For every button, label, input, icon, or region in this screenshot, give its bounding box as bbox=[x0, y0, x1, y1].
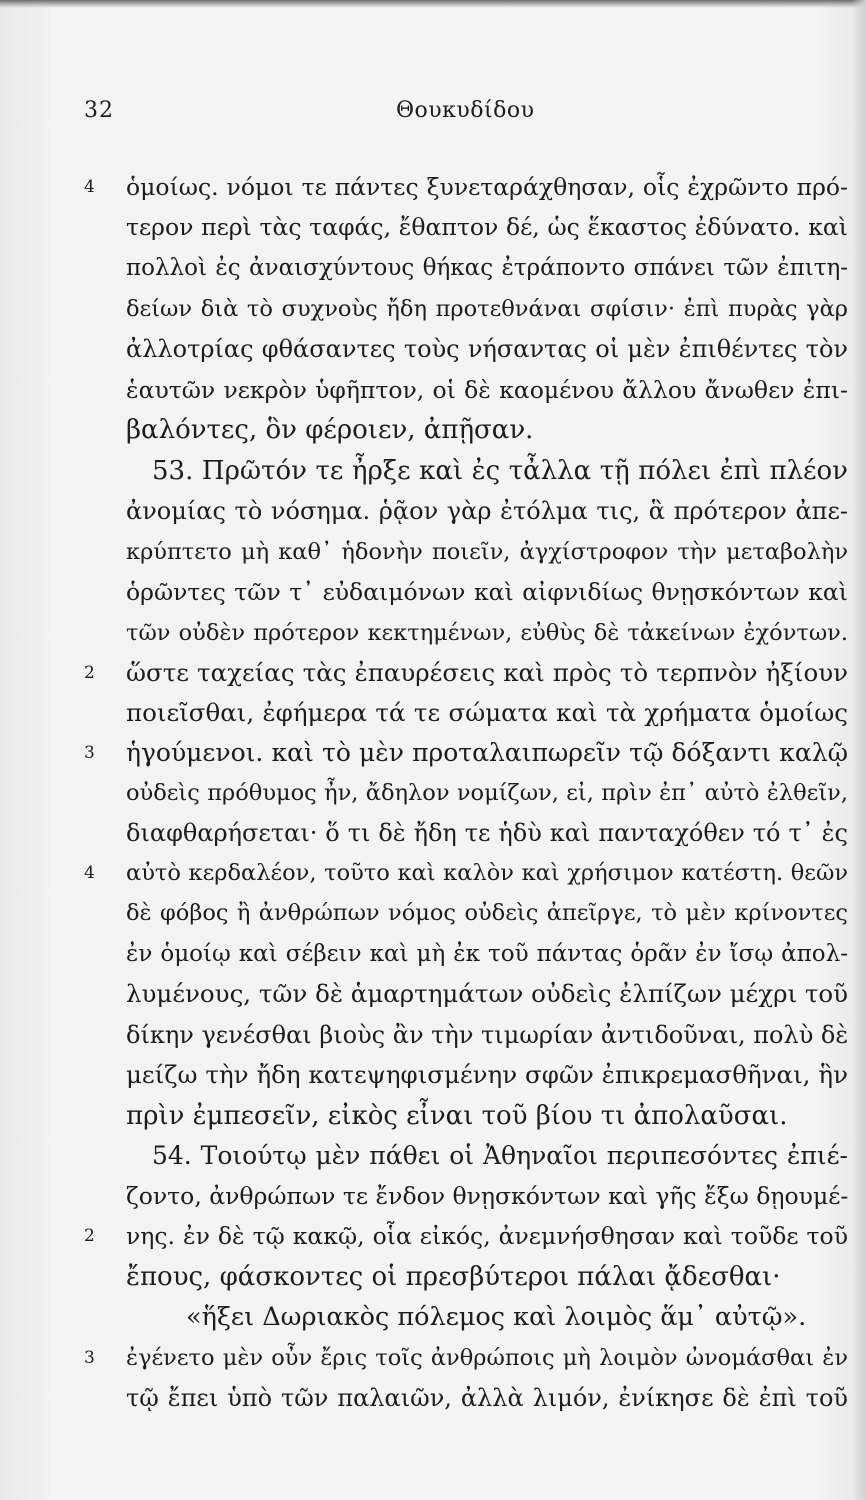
text-line: πρὶν ἐμπεσεῖν, εἰκὸς εἶναι τοῦ βίου τι ἀπολαῦσαι. bbox=[126, 1101, 788, 1131]
text-line: λυμένους, τῶν δὲ ἁμαρτημάτων οὐδεὶς ἐλπίζων μέχρι τοῦ bbox=[126, 979, 849, 1008]
text-line: ὁρῶντες τῶν τ᾽ εὐδαιμόνων καὶ αἰφνιδίως θνῃσκόντων καὶ bbox=[126, 578, 848, 606]
margin-section-number: 4 bbox=[84, 863, 95, 883]
section-heading-line: 53. Πρῶτόν τε ἦρξε καὶ ἐς τἆλλα τῇ πόλει ἐπὶ πλέον bbox=[152, 456, 848, 486]
text-line: δείων διὰ τὸ συχνοὺς ἤδη προτεθνάναι σφίσιν· ἐπὶ πυρὰς γὰρ bbox=[126, 296, 848, 322]
running-title: Θουκυδίδου bbox=[396, 98, 535, 123]
text-line: ὥστε ταχείας τὰς ἐπαυρέσεις καὶ πρὸς τὸ τερπνὸν ἠξίουν bbox=[126, 658, 848, 687]
text-line: ἑαυτῶν νεκρὸν ὑφῆπτον, οἱ δὲ καομένου ἄλλου ἄνωθεν ἐπι- bbox=[126, 376, 848, 404]
text-line: ἡγούμενοι. καὶ τὸ μὲν προταλαιπωρεῖν τῷ δόξαντι καλῷ bbox=[126, 738, 848, 767]
text-line: ὁμοίως. νόμοι τε πάντες ξυνεταράχθησαν, οἷς ἐχρῶντο πρό- bbox=[126, 173, 848, 201]
page-number: 32 bbox=[84, 98, 114, 123]
text-line: πολλοὶ ἐς ἀναισχύντους θήκας ἐτράποντο σπάνει τῶν ἐπιτη- bbox=[126, 255, 848, 281]
margin-section-number: 3 bbox=[84, 1348, 95, 1368]
text-line: ἀνομίας τὸ νόσημα. ῥᾷον γὰρ ἐτόλμα τις, ἃ πρότερον ἀπε- bbox=[126, 497, 848, 525]
text-line: δὲ φόβος ἢ ἀνθρώπων νόμος οὐδεὶς ἀπεῖργε, τὸ μὲν κρίνοντες bbox=[126, 900, 848, 926]
text-line: τῶν οὐδὲν πρότερον κεκτημένων, εὐθὺς δὲ τἀκείνων ἐχόντων. bbox=[126, 620, 848, 646]
text-line: ἐγένετο μὲν οὖν ἔρις τοῖς ἀνθρώποις μὴ λοιμὸν ὠνομάσθαι ἐν bbox=[126, 1345, 848, 1371]
text-line: ποιεῖσθαι, ἐφήμερα τά τε σώματα καὶ τὰ χρήματα ὁμοίως bbox=[126, 698, 848, 727]
text-line: αὐτὸ κερδαλέον, τοῦτο καὶ καλὸν καὶ χρήσιμον κατέστη. θεῶν bbox=[126, 860, 848, 886]
text-line: ἀλλοτρίας φθάσαντες τοὺς νήσαντας οἱ μὲν ἐπιθέντες τὸν bbox=[126, 335, 848, 363]
page-right-edge-shadow bbox=[852, 0, 866, 1500]
margin-section-number: 2 bbox=[84, 663, 95, 683]
quoted-oracle-line: «ἥξει Δωριακὸς πόλεμος καὶ λοιμὸς ἅμ᾽ αὐτῷ». bbox=[186, 1302, 807, 1332]
text-line: μείζω τὴν ἤδη κατεψηφισμένην σφῶν ἐπικρεμασθῆναι, ἣν bbox=[126, 1060, 848, 1089]
text-line: ζοντο, ἀνθρώπων τε ἔνδον θνῃσκόντων καὶ γῆς ἔξω δῃουμέ- bbox=[126, 1182, 849, 1210]
text-line: τερον περὶ τὰς ταφάς, ἔθαπτον δέ, ὡς ἕκαστος ἐδύνατο. καὶ bbox=[126, 213, 848, 241]
section-heading-line: 54. Τοιούτῳ μὲν πάθει οἱ Ἀθηναῖοι περιπεσόντες ἐπιέ- bbox=[152, 1141, 848, 1170]
text-line: ἐν ὁμοίῳ καὶ σέβειν καὶ μὴ ἐκ τοῦ πάντας ὁρᾶν ἐν ἴσῳ ἀπολ- bbox=[126, 941, 848, 967]
text-line: οὐδεὶς πρόθυμος ἦν, ἄδηλον νομίζων, εἰ, πρὶν ἐπ᾽ αὐτὸ ἐλθεῖν, bbox=[126, 780, 848, 806]
text-line: τῷ ἔπει ὑπὸ τῶν παλαιῶν, ἀλλὰ λιμόν, ἐνίκησε δὲ ἐπὶ τοῦ bbox=[126, 1384, 848, 1412]
page-top-edge-shadow bbox=[0, 0, 866, 8]
text-line: κρύπτετο μὴ καθ᾽ ἡδονὴν ποιεῖν, ἀγχίστροφον τὴν μεταβολὴν bbox=[126, 539, 848, 565]
text-line: βαλόντες, ὃν φέροιεν, ἀπῇσαν. bbox=[126, 415, 534, 445]
margin-section-number: 2 bbox=[84, 1226, 95, 1246]
text-line: δίκην γενέσθαι βιοὺς ἂν τὴν τιμωρίαν ἀντιδοῦναι, πολὺ δὲ bbox=[126, 1021, 849, 1049]
margin-section-number: 3 bbox=[84, 743, 95, 763]
text-line: νης. ἐν δὲ τῷ κακῷ, οἷα εἰκός, ἀνεμνήσθησαν καὶ τοῦδε τοῦ bbox=[126, 1222, 848, 1250]
text-line: ἔπους, φάσκοντες οἱ πρεσβύτεροι πάλαι ᾄδεσθαι· bbox=[126, 1262, 781, 1292]
text-line: διαφθαρήσεται· ὅ τι δὲ ἤδη τε ἡδὺ καὶ πανταχόθεν τό τ᾽ ἐς bbox=[126, 819, 848, 847]
margin-section-number: 4 bbox=[84, 177, 95, 197]
